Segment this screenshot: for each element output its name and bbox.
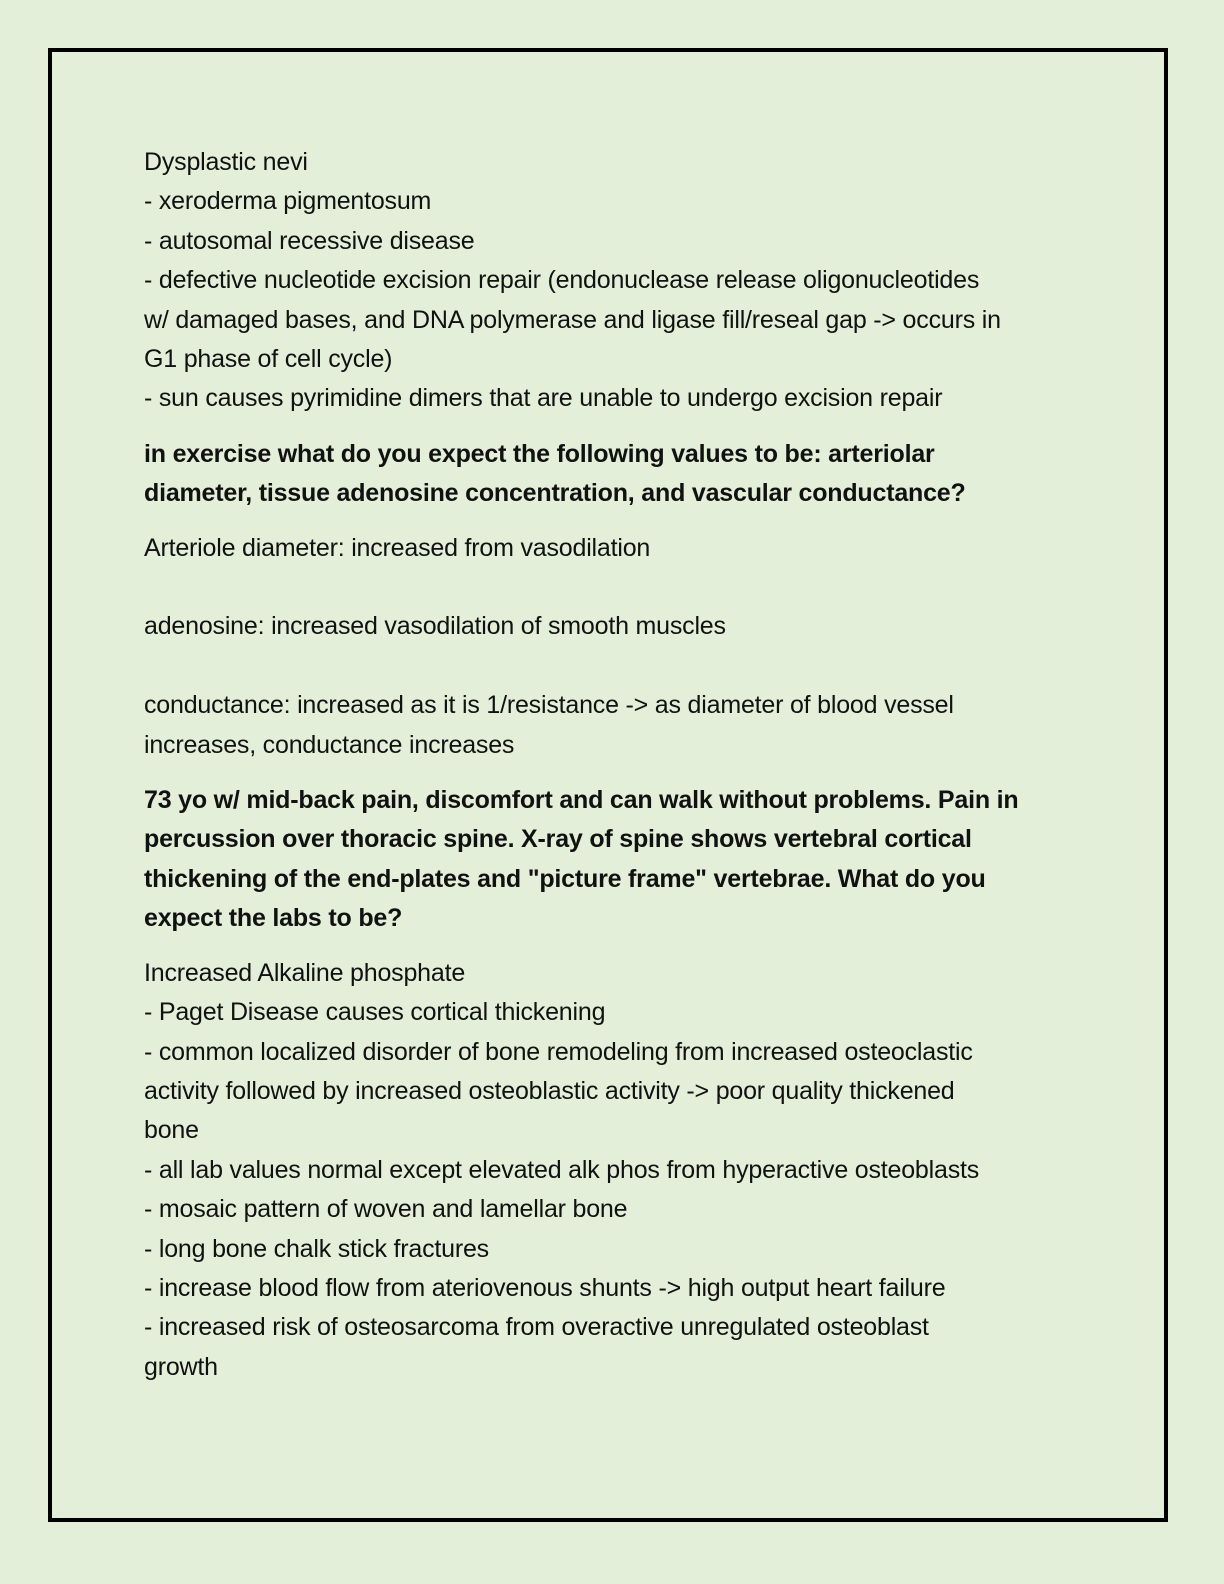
card-1-bullet: w/ damaged bases, and DNA polymerase and ligase fill/reseal gap -> occurs in bbox=[144, 305, 1001, 334]
flashcard-content bbox=[144, 143, 1074, 1387]
card-3-answer-line: - increased risk of osteosarcoma from overactive unregulated osteoblast bbox=[144, 1313, 929, 1342]
card-2-question bbox=[144, 435, 1074, 514]
blank-line bbox=[144, 568, 1074, 607]
card-3-answer-line: - Paget Disease causes cortical thickening bbox=[144, 998, 606, 1027]
card-3-question-line: percussion over thoracic spine. X-ray of spine shows vertebral cortical bbox=[144, 825, 972, 854]
card-3-question bbox=[144, 781, 1074, 939]
card-3-answer-line: bone bbox=[144, 1116, 199, 1145]
card-3-question-line: thickening of the end-plates and "picture frame" vertebrae. What do you bbox=[144, 864, 986, 893]
card-1-bullet: - autosomal recessive disease bbox=[144, 226, 475, 255]
card-1-bullet: G1 phase of cell cycle) bbox=[144, 345, 393, 374]
card-3-answer-line: - mosaic pattern of woven and lamellar bone bbox=[144, 1195, 628, 1224]
card-1-bullet: - defective nucleotide excision repair (endonuclease release oligonucleotides bbox=[144, 266, 980, 295]
card-3-answer-line: growth bbox=[144, 1352, 218, 1381]
card-2-question-line: in exercise what do you expect the following values to be: arteriolar bbox=[144, 439, 935, 468]
card-3-answer-line: - common localized disorder of bone remodeling from increased osteoclastic bbox=[144, 1037, 973, 1066]
card-1-title: Dysplastic nevi bbox=[144, 148, 308, 176]
card-1-bullet: - sun causes pyrimidine dimers that are unable to undergo excision repair bbox=[144, 384, 943, 413]
card-3-answer-line: Increased Alkaline phosphate bbox=[144, 958, 466, 987]
card-3-answer-line: activity followed by increased osteoblastic activity -> poor quality thickened bbox=[144, 1076, 955, 1105]
card-1-bullet: - xeroderma pigmentosum bbox=[144, 187, 432, 216]
blank-line bbox=[144, 647, 1074, 686]
card-3-question-line: expect the labs to be? bbox=[144, 904, 403, 933]
card-1-answer bbox=[144, 143, 1074, 419]
card-3-question-line: 73 yo w/ mid-back pain, discomfort and can walk without problems. Pain in bbox=[144, 786, 1019, 815]
card-3-answer bbox=[144, 954, 1074, 1387]
card-2-answer-line: adenosine: increased vasodilation of smooth muscles bbox=[144, 612, 726, 641]
card-2-question-line: diameter, tissue adenosine concentration, and vascular conductance? bbox=[144, 479, 966, 508]
card-2-answer-line: conductance: increased as it is 1/resistance -> as diameter of blood vessel bbox=[144, 691, 954, 720]
card-3-answer-line: - long bone chalk stick fractures bbox=[144, 1234, 489, 1263]
card-3-answer-line: - increase blood flow from ateriovenous shunts -> high output heart failure bbox=[144, 1273, 946, 1302]
card-2-answer-line: increases, conductance increases bbox=[144, 730, 515, 759]
card-3-answer-line: - all lab values normal except elevated alk phos from hyperactive osteoblasts bbox=[144, 1155, 980, 1184]
card-2-answer-line: Arteriole diameter: increased from vasodilation bbox=[144, 533, 651, 562]
card-2-answer bbox=[144, 529, 1074, 765]
